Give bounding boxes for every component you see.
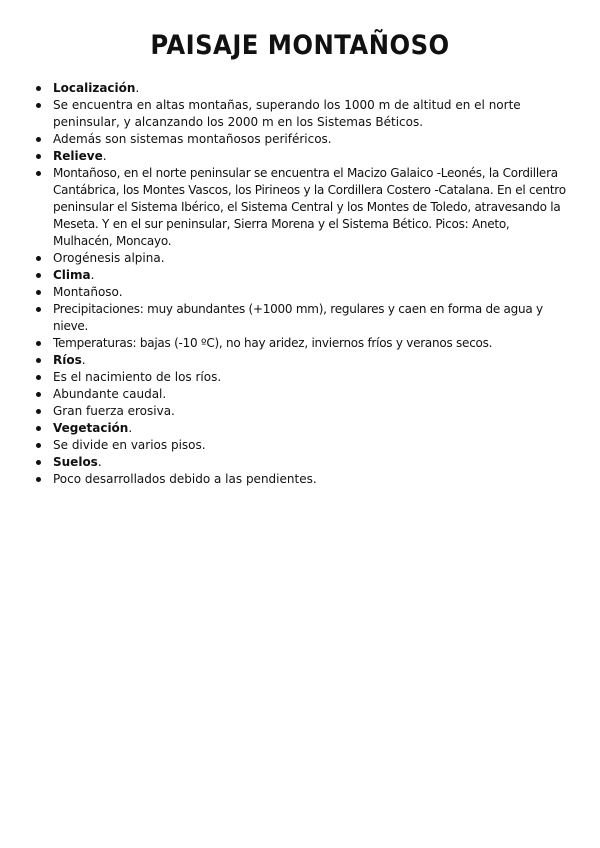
section-heading-relieve <box>36 148 566 165</box>
page-title: PAISAJE MONTAÑOSO <box>150 30 450 61</box>
bullet-icon <box>36 103 41 108</box>
heading-text: Ríos <box>53 353 82 367</box>
heading-suffix: . <box>81 353 86 367</box>
item-text: Se divide en varios pisos. <box>53 438 206 452</box>
heading-suffix: . <box>102 149 107 163</box>
list-item <box>36 437 566 454</box>
item-text: Orogénesis alpina. <box>53 251 165 265</box>
item-text: Poco desarrollados debido a las pendientes. <box>53 472 317 486</box>
list-item <box>36 250 566 267</box>
heading-text: Suelos <box>53 455 98 469</box>
heading-text: Localización <box>53 81 136 95</box>
bullet-icon <box>36 171 41 176</box>
bullet-icon <box>36 86 41 91</box>
list-item <box>36 403 566 420</box>
bullet-icon <box>36 409 41 414</box>
bullet-icon <box>36 137 41 142</box>
bullet-icon <box>36 154 41 159</box>
bullet-icon <box>36 307 41 312</box>
list-item <box>36 335 566 352</box>
item-text: Abundante caudal. <box>53 387 167 401</box>
item-text: Montañoso. <box>53 285 123 299</box>
bullet-icon <box>36 477 41 482</box>
list-item <box>36 471 566 488</box>
heading-text: Relieve <box>53 149 103 163</box>
item-text: Se encuentra en altas montañas, superando los 1000 m de altitud en el norte peninsular, y alcanzando los 2000 m en los Sistemas Béticos. <box>53 98 521 129</box>
heading-text: Clima <box>53 268 91 282</box>
heading-text: Vegetación <box>53 421 129 435</box>
section-heading-localizacion <box>36 80 566 97</box>
heading-suffix: . <box>90 268 95 282</box>
bullet-icon <box>36 358 41 363</box>
bullet-icon <box>36 443 41 448</box>
list-item <box>36 369 566 386</box>
bullet-icon <box>36 273 41 278</box>
list-item <box>36 284 566 301</box>
heading-suffix: . <box>135 81 140 95</box>
bullet-icon <box>36 460 41 465</box>
item-text: Además son sistemas montañosos periféricos. <box>53 132 332 146</box>
section-heading-rios <box>36 352 566 369</box>
item-text: Montañoso, en el norte peninsular se encuentra el Macizo Galaico -Leonés, la Cordillera Cantábrica, los Montes Vascos, los Pirineos y la Cordillera Costero -Catalana. En el centro peninsular el Sistema Ibérico, el Sistema Central y los Montes de Toledo, atravesando la Meseta. Y en el sur peninsular, Sierra Morena y el Sistema Bético. Picos: Aneto, Mulhacén, Moncayo. <box>53 166 566 248</box>
bullet-icon <box>36 256 41 261</box>
bullet-icon <box>36 392 41 397</box>
section-heading-clima <box>36 267 566 284</box>
list-item <box>36 97 566 131</box>
section-heading-vegetacion <box>36 420 566 437</box>
item-text: Temperaturas: bajas (-10 ºC), no hay aridez, inviernos fríos y veranos secos. <box>53 336 493 350</box>
list-item <box>36 165 566 250</box>
list-item <box>36 301 566 335</box>
list-item <box>36 386 566 403</box>
content-list <box>36 80 566 488</box>
bullet-icon <box>36 341 41 346</box>
section-heading-suelos <box>36 454 566 471</box>
bullet-icon <box>36 290 41 295</box>
heading-suffix: . <box>128 421 133 435</box>
item-text: Precipitaciones: muy abundantes (+1000 mm), regulares y caen en forma de agua y nieve. <box>53 302 543 333</box>
bullet-icon <box>36 375 41 380</box>
list-item <box>36 131 566 148</box>
bullet-icon <box>36 426 41 431</box>
item-text: Es el nacimiento de los ríos. <box>53 370 222 384</box>
item-text: Gran fuerza erosiva. <box>53 404 175 418</box>
heading-suffix: . <box>97 455 102 469</box>
